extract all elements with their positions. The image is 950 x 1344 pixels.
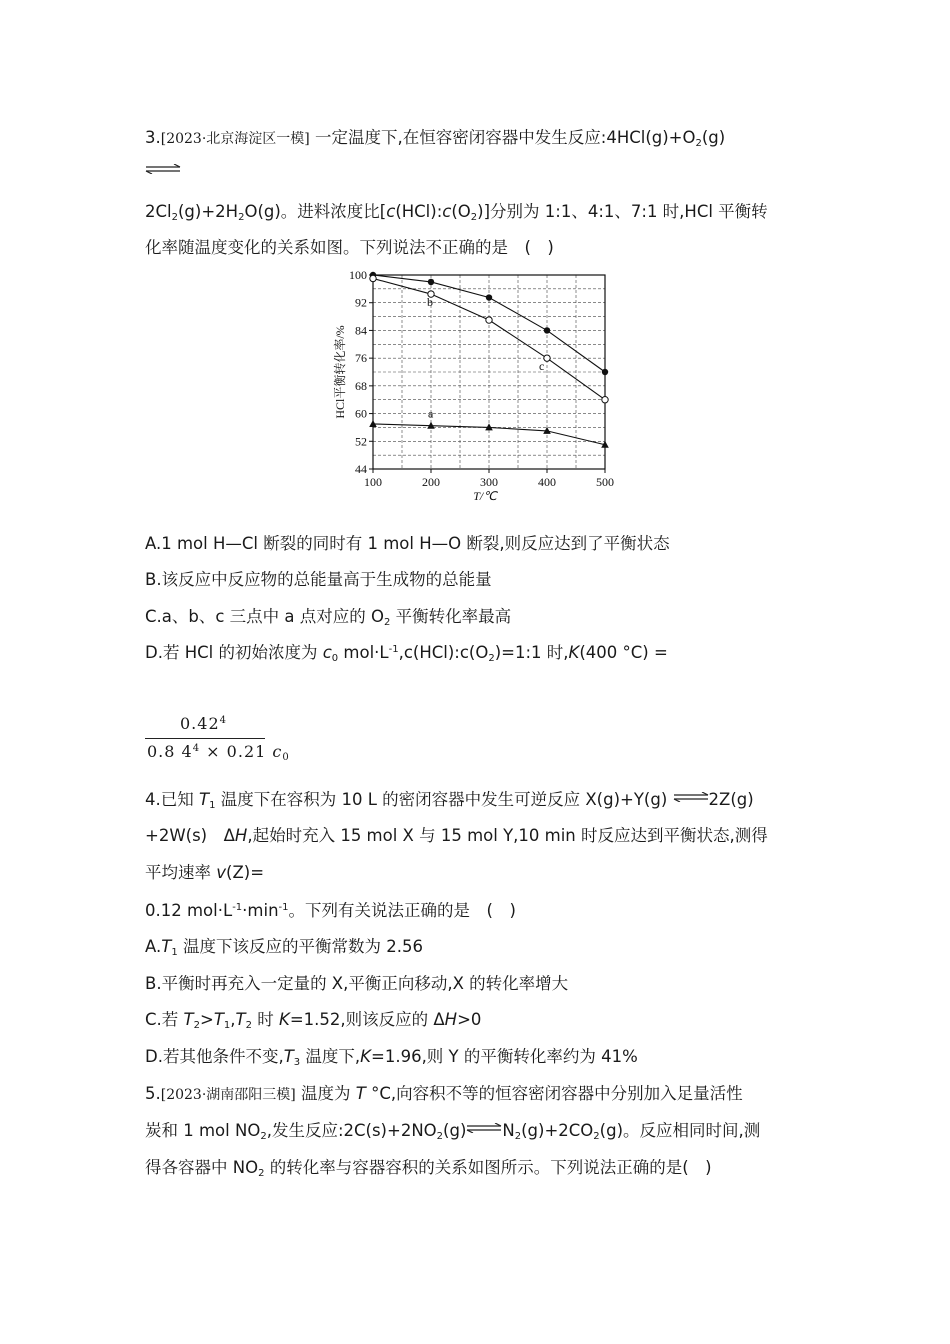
subscript: 1	[209, 800, 216, 811]
superscript: -1	[388, 644, 399, 655]
q5-text: ,发生反应:2C(s)+2NO	[266, 1121, 437, 1140]
superscript: -1	[278, 902, 289, 913]
q4-text: =1.96,则 Y 的平衡转化率约为 41%	[371, 1047, 638, 1066]
q5-source: [2023·湖南邵阳三模]	[160, 1087, 296, 1103]
q3-stem-text: (g)	[701, 128, 726, 147]
q5-line-2	[145, 1119, 760, 1143]
q4-option-b: B.平衡时再充入一定量的 X,平衡正向移动,X 的转化率增大	[145, 974, 569, 993]
q4-text: ·min	[242, 901, 279, 920]
italic-t: T	[213, 1010, 224, 1029]
q3-text: (g)+2H	[177, 202, 239, 221]
q4-text: 温度下,	[300, 1047, 361, 1066]
fraction-text: 0.8 4	[147, 742, 193, 761]
q5-text: 的转化率与容器容积的关系如图所示。下列说法正确的是( )	[264, 1158, 712, 1177]
x-tick-label: 100	[364, 475, 382, 489]
y-tick-label: 100	[349, 268, 367, 282]
y-tick-label: 60	[355, 406, 367, 421]
italic-t: T	[183, 1010, 194, 1029]
data-point-filled	[602, 369, 608, 375]
q5-line-1	[145, 1082, 743, 1107]
data-point-triangle	[369, 420, 377, 427]
point-label-a: a	[428, 406, 434, 421]
q4-text: ,	[230, 1010, 236, 1029]
q5-text: 得各容器中 NO	[145, 1158, 259, 1177]
q4-text: +2W(s) Δ	[145, 826, 235, 845]
subscript: 2	[470, 212, 478, 223]
data-point-open	[370, 275, 376, 281]
fraction-numerator	[180, 714, 227, 733]
q5-text: N	[502, 1121, 515, 1140]
q3-text: 平衡转化率最高	[390, 607, 512, 626]
q5-line-3	[145, 1156, 712, 1180]
q4-text: 时	[252, 1010, 279, 1029]
q5-text: 炭和 1 mol NO	[145, 1121, 261, 1140]
italic-t: T	[283, 1047, 294, 1066]
q5-text: °C,向容积不等的恒容密闭容器中分别加入足量活性	[365, 1084, 743, 1103]
q3-line-3: 化率随温度变化的关系如图。下列说法不正确的是 ( )	[145, 238, 554, 257]
x-axis-label: T/℃	[473, 489, 497, 503]
q5-number: 5.	[145, 1084, 161, 1103]
q4-text: ,起始时充入 15 mol X 与 15 mol Y,10 min 时反应达到平衡状态,测得	[247, 826, 768, 845]
q4-line-3	[145, 861, 264, 885]
data-point-filled	[428, 279, 434, 285]
q3-text: O(g)。进料浓度比[	[244, 202, 387, 221]
q3-text: D.若 HCl 的初始浓度为	[145, 643, 323, 662]
data-point-filled	[544, 327, 550, 333]
italic-h: H	[444, 1010, 458, 1029]
q3-option-b: B.该反应中反应物的总能量高于生成物的总能量	[145, 570, 492, 589]
q4-option-d	[145, 1045, 638, 1069]
italic-c: c	[272, 742, 283, 761]
subscript: 2	[258, 1168, 265, 1179]
fraction-text: × 0.21	[200, 742, 273, 761]
q3-text: )]分别为 1:1、4:1、7:1 时,HCl 平衡转	[477, 202, 768, 221]
subscript: 2	[171, 212, 178, 223]
q4-line-1	[145, 788, 754, 812]
subscript: 1	[223, 1020, 231, 1031]
q5-text: 温度为	[301, 1084, 356, 1103]
italic-h: H	[234, 826, 248, 845]
q3-source: [2023·北京海淀区一模]	[160, 131, 310, 147]
fraction-bar	[145, 738, 265, 739]
italic-c: c	[322, 643, 332, 662]
point-label-b: b	[427, 295, 433, 310]
italic-k: K	[360, 1047, 371, 1066]
data-point-open	[544, 355, 550, 361]
subscript: 2	[238, 212, 245, 223]
subscript: 2	[260, 1131, 267, 1142]
italic-t: T	[161, 937, 172, 956]
q3-equilibrium-arrow	[145, 160, 181, 184]
q4-option-a	[145, 935, 423, 959]
q5-text: (g)	[443, 1121, 467, 1140]
subscript: 3	[293, 1057, 301, 1068]
q3-text: ,c(HCl):c(O	[398, 643, 489, 662]
italic-v: v	[216, 863, 227, 882]
q4-text: 0.12 mol·L	[145, 901, 233, 920]
x-tick-label: 500	[596, 475, 614, 489]
q4-option-c	[145, 1008, 481, 1032]
subscript: 1	[171, 947, 178, 958]
y-tick-label: 84	[355, 323, 367, 338]
q4-text: 2Z(g)	[708, 790, 754, 809]
superscript: -1	[232, 902, 243, 913]
y-tick-label: 92	[355, 295, 367, 310]
x-tick-label: 200	[422, 475, 440, 489]
subscript: 2	[695, 138, 702, 149]
equilibrium-arrow-icon	[145, 164, 181, 174]
subscript: 0	[282, 752, 290, 763]
x-tick-label: 400	[538, 475, 556, 489]
subscript: 2	[436, 1131, 444, 1142]
superscript: 4	[219, 715, 227, 726]
q3-text: (O	[451, 202, 471, 221]
fraction-denominator	[147, 742, 290, 761]
q4-line-4	[145, 899, 516, 923]
subscript: 2	[384, 617, 391, 628]
q3-option-c	[145, 605, 511, 629]
equilibrium-arrow-icon	[673, 792, 709, 802]
y-tick-label: 52	[355, 434, 367, 449]
q4-text: 4.已知	[145, 790, 199, 809]
equilibrium-arrow-icon	[466, 1123, 502, 1133]
italic-c: c	[442, 202, 452, 221]
q3-text: (HCl):	[395, 202, 443, 221]
data-point-open	[602, 397, 608, 403]
q3-option-a: A.1 mol H—Cl 断裂的同时有 1 mol H—O 断裂,则反应达到了平衡状态	[145, 534, 670, 553]
y-tick-label: 76	[355, 351, 367, 366]
q3-text: C.a、b、c 三点中 a 点对应的 O	[145, 607, 385, 626]
q3-line-2	[145, 200, 768, 224]
italic-t: T	[355, 1084, 366, 1103]
y-tick-label: 68	[355, 378, 367, 393]
data-point-open	[486, 317, 492, 323]
q4-text: =1.52,则该反应的 Δ	[289, 1010, 445, 1029]
q3-number: 3.	[145, 128, 161, 147]
q5-text: (g)+2CO	[521, 1121, 594, 1140]
q3-text: (400 °C) =	[579, 643, 668, 662]
point-label-c: c	[539, 359, 545, 374]
subscript: 2	[514, 1131, 522, 1142]
q4-text: 。下列有关说法正确的是 ( )	[288, 901, 516, 920]
q5-text: (g)。反应相同时间,测	[599, 1121, 761, 1140]
italic-k: K	[568, 643, 580, 662]
q3-stem-text: 一定温度下,在恒容密闭容器中发生反应:4HCl(g)+O	[315, 128, 696, 147]
q3-text: mol·L	[338, 643, 389, 662]
q4-text: D.若其他条件不变,	[145, 1047, 284, 1066]
q3-text: 2Cl	[145, 202, 172, 221]
q3-line-1	[145, 126, 725, 151]
hcl-conversion-chart	[325, 266, 625, 506]
subscript: 2	[593, 1131, 600, 1142]
q4-text: 平均速率	[145, 863, 217, 882]
italic-t: T	[235, 1010, 246, 1029]
italic-k: K	[279, 1010, 290, 1029]
q3-text: )=1:1 时,	[494, 643, 569, 662]
q4-text: C.若	[145, 1010, 184, 1029]
y-axis-label: HCl平衡转化率/%	[333, 325, 347, 419]
q4-text: 温度下该反应的平衡常数为 2.56	[177, 937, 423, 956]
y-tick-label: 44	[355, 462, 367, 476]
subscript: 0	[331, 653, 339, 664]
q4-text: (Z)=	[226, 863, 265, 882]
q4-text: >	[199, 1010, 214, 1029]
fraction-text: 0.42	[180, 714, 220, 733]
superscript: 4	[192, 743, 201, 754]
q4-line-2	[145, 824, 768, 848]
q4-text: >0	[457, 1010, 482, 1029]
x-tick-label: 300	[480, 475, 498, 489]
data-point-filled	[486, 294, 492, 300]
subscript: 2	[245, 1020, 252, 1031]
q4-text: 温度下在容积为 10 L 的密闭容器中发生可逆反应 X(g)+Y(g)	[215, 790, 668, 809]
italic-c: c	[386, 202, 396, 221]
subscript: 2	[488, 653, 495, 664]
subscript: 2	[193, 1020, 200, 1031]
italic-t: T	[199, 790, 210, 809]
q4-text: A.	[145, 937, 162, 956]
q3-option-d	[145, 641, 668, 665]
